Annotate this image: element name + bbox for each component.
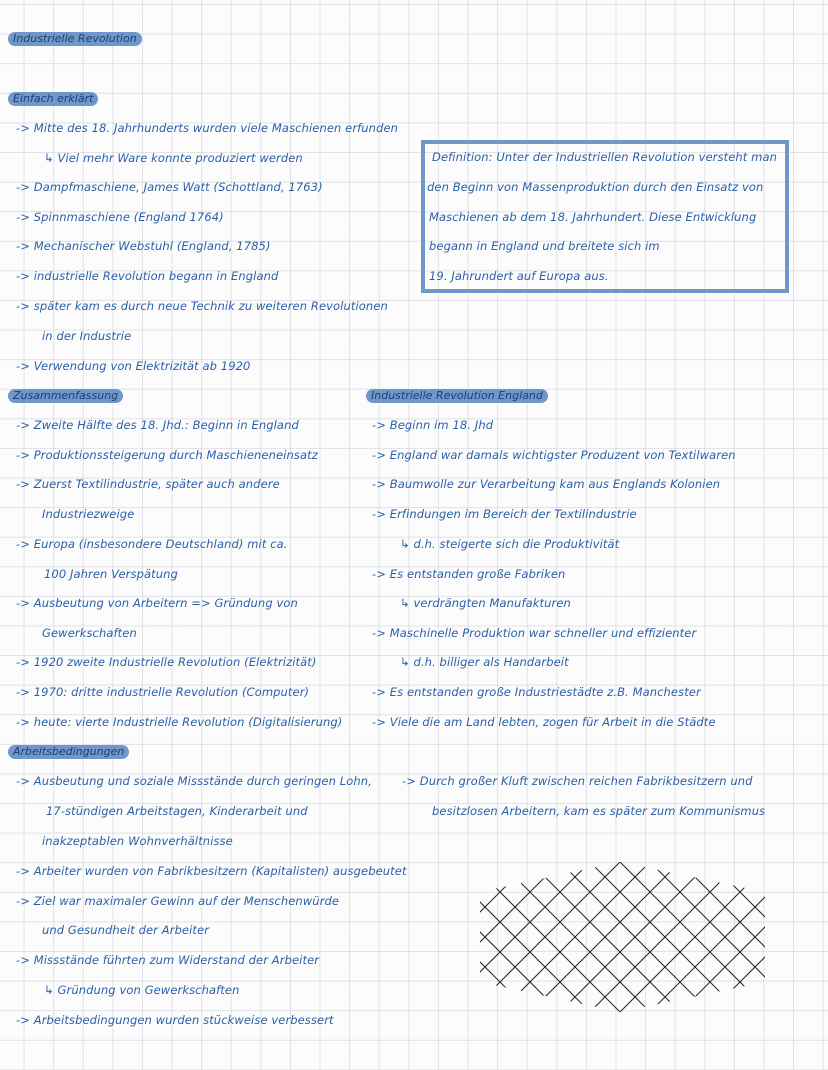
zusammenfassung-line: -> heute: vierte Industrielle Revolution (Digitalisierung): [16, 715, 343, 729]
einfach-line: -> Verwendung von Elektrizität ab 1920: [16, 359, 251, 373]
einfach-line: -> Mechanischer Webstuhl (England, 1785): [16, 239, 271, 253]
england-line: -> Es entstanden große Industriestädte z.B. Manchester: [372, 685, 701, 699]
heading-zusammenfassung: Zusammenfassung: [8, 389, 123, 403]
england-line: -> Maschinelle Produktion war schneller und effizienter: [372, 626, 697, 640]
england-line: ↳ verdrängten Manufakturen: [400, 596, 571, 610]
arbeit-line: -> Missstände führten zum Widerstand der Arbeiter: [16, 953, 320, 967]
arbeit-side-line: besitzlosen Arbeitern, kam es später zum Kommunismus: [432, 804, 766, 818]
lattice-stroke: [470, 862, 530, 1012]
definition-line: Maschienen ab dem 18. Jahrhundert. Diese Entwicklung: [429, 210, 757, 224]
lattice-stroke: [650, 862, 770, 1012]
england-line: -> England war damals wichtigster Produzent von Textilwaren: [372, 448, 736, 462]
zusammenfassung-line: -> 1920 zweite Industrielle Revolution (Elektrizität): [16, 655, 317, 669]
definition-line: Definition: Unter der Industriellen Revolution versteht man: [432, 150, 777, 164]
heading-arbeit: Arbeitsbedingungen: [8, 745, 129, 759]
zusammenfassung-line: 100 Jahren Verspätung: [44, 567, 178, 581]
england-line: ↳ d.h. billiger als Handarbeit: [400, 655, 569, 669]
lattice-stroke: [650, 862, 770, 1012]
england-line: -> Viele die am Land lebten, zogen für Arbeit in die Städte: [372, 715, 716, 729]
einfach-line: -> industrielle Revolution begann in England: [16, 269, 279, 283]
arbeit-line: ↳ Gründung von Gewerkschaften: [44, 983, 240, 997]
einfach-line: ↳ Viel mehr Ware konnte produziert werden: [44, 151, 303, 165]
lattice-stroke: [710, 862, 770, 1012]
lattice-doodle: [470, 862, 770, 1012]
arbeit-line: und Gesundheit der Arbeiter: [42, 923, 210, 937]
england-line: ↳ d.h. steigerte sich die Produktivität: [400, 537, 620, 551]
zusammenfassung-line: -> Produktionssteigerung durch Maschieneneinsatz: [16, 448, 318, 462]
zusammenfassung-line: -> Zuerst Textilindustrie, später auch andere: [16, 477, 280, 491]
lattice-stroke: [470, 862, 590, 1012]
arbeit-line: -> Ziel war maximaler Gewinn auf der Menschenwürde: [16, 894, 340, 908]
england-line: -> Erfindungen im Bereich der Textilindustrie: [372, 507, 637, 521]
einfach-line: -> Spinnmaschiene (England 1764): [16, 210, 224, 224]
arbeit-line: inakzeptablen Wohnverhältnisse: [42, 834, 233, 848]
england-line: -> Es entstanden große Fabriken: [372, 567, 566, 581]
arbeit-side-line: -> Durch großer Kluft zwischen reichen Fabrikbesitzern und: [402, 774, 753, 788]
zusammenfassung-line: -> Ausbeutung von Arbeitern => Gründung von: [16, 596, 298, 610]
zusammenfassung-line: -> Zweite Hälfte des 18. Jhd.: Beginn in England: [16, 418, 299, 432]
definition-line: 19. Jahrundert auf Europa aus.: [429, 269, 609, 283]
einfach-line: -> Mitte des 18. Jahrhunderts wurden viele Maschienen erfunden: [16, 121, 399, 135]
definition-line: den Beginn von Massenproduktion durch den Einsatz von: [427, 180, 764, 194]
einfach-line: -> später kam es durch neue Technik zu weiteren Revolutionen: [16, 299, 388, 313]
england-line: -> Baumwolle zur Verarbeitung kam aus Englands Kolonien: [372, 477, 721, 491]
heading-einfach: Einfach erklärt: [8, 92, 98, 106]
lattice-stroke: [710, 862, 770, 1012]
definition-line: begann in England und breitete sich im: [429, 239, 660, 253]
lattice-stroke: [470, 862, 530, 1012]
lattice-stroke: [470, 862, 590, 1012]
arbeit-line: 17-stündigen Arbeitstagen, Kinderarbeit und: [46, 804, 308, 818]
einfach-line: -> Dampfmaschiene, James Watt (Schottland, 1763): [16, 180, 323, 194]
england-line: -> Beginn im 18. Jhd: [372, 418, 494, 432]
zusammenfassung-line: Industriezweige: [42, 507, 135, 521]
heading-england: Industrielle Revolution England: [366, 389, 548, 403]
page-title: Industrielle Revolution: [8, 32, 142, 46]
arbeit-line: -> Ausbeutung und soziale Missstände durch geringen Lohn,: [16, 774, 372, 788]
einfach-line: in der Industrie: [42, 329, 132, 343]
zusammenfassung-line: -> Europa (insbesondere Deutschland) mit ca.: [16, 537, 288, 551]
zusammenfassung-line: -> 1970: dritte industrielle Revolution (Computer): [16, 685, 310, 699]
zusammenfassung-line: Gewerkschaften: [42, 626, 137, 640]
arbeit-line: -> Arbeiter wurden von Fabrikbesitzern (Kapitalisten) ausgebeutet: [16, 864, 407, 878]
arbeit-line: -> Arbeitsbedingungen wurden stückweise verbessert: [16, 1013, 334, 1027]
